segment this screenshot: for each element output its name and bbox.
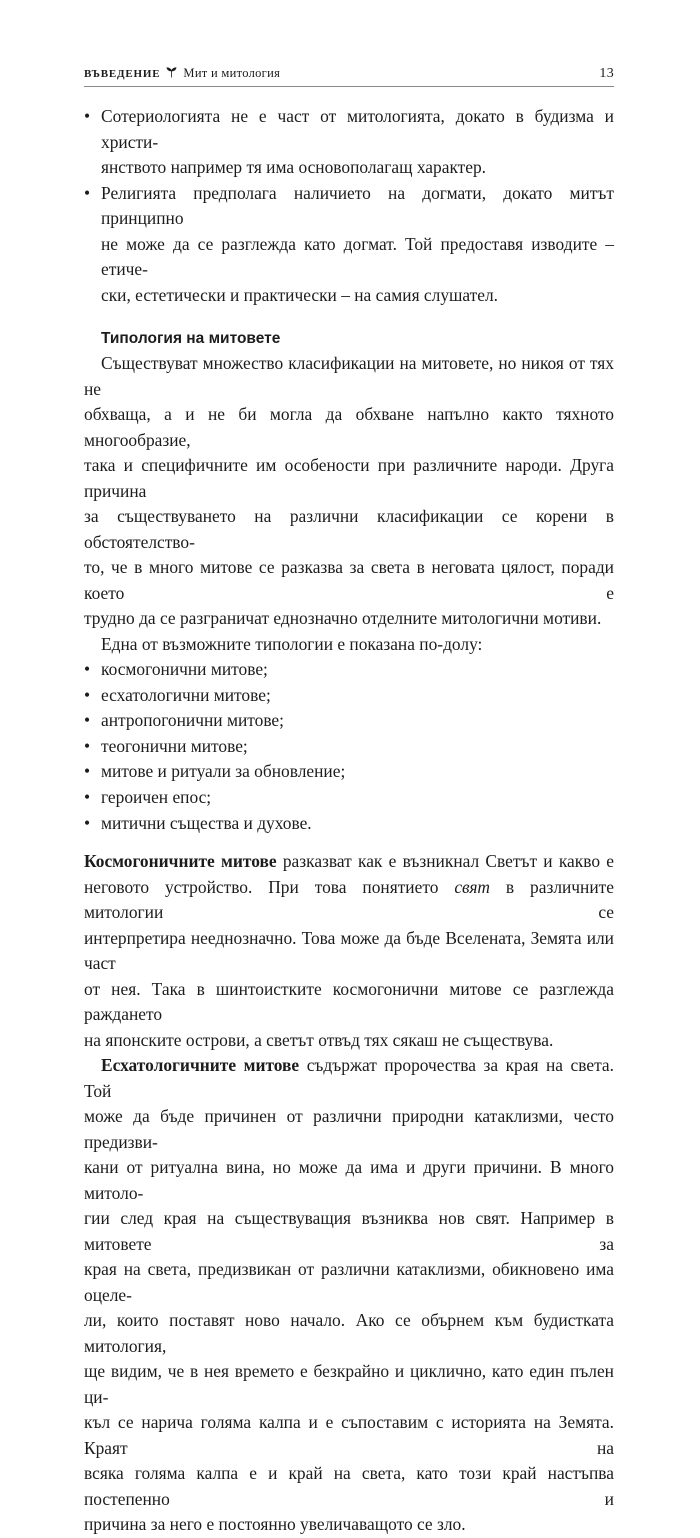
- text-line: края на света, предизвикан от различни катаклизми, обикновено има оцеле-: [84, 1259, 614, 1305]
- text-fragment: разказват как е възникнал Светът и какво е: [276, 851, 614, 872]
- paragraph: [84, 632, 614, 658]
- text-line: може да бъде причинен от различни природни катаклизми, често предизви-: [84, 1106, 614, 1152]
- text-line: къл се нарича голяма калпа и е съпоставим с историята на Земята. Краят на: [84, 1412, 614, 1458]
- chapter-title: Мит и митология: [183, 66, 281, 80]
- list-item-text: космогонични митове;: [101, 659, 268, 679]
- text-line: Сотериологията не е част от митологията, докато в будизма и христи-: [101, 106, 614, 152]
- running-header: [84, 66, 614, 87]
- text-line: ски, естетически и практически – на самия слушател.: [101, 284, 499, 305]
- text-line: ще видим, че в нея времето е безкрайно и циклично, като един пълен ци-: [84, 1361, 614, 1407]
- book-page: [84, 66, 614, 1538]
- paragraph-cosmogonic: [84, 849, 614, 1053]
- bullet-icon: •: [84, 684, 91, 705]
- text-line: Една от възможните типологии е показана по-долу:: [101, 633, 483, 654]
- text-line: причина за него е постоянно увеличаващото се зло.: [84, 1514, 466, 1535]
- text-line: янството например тя има основополагащ характер.: [101, 157, 487, 177]
- list-item-text: митове и ритуали за обновление;: [101, 761, 346, 782]
- list-item-text: митични същества и духове.: [101, 812, 312, 833]
- bullet-icon: •: [84, 786, 91, 807]
- spacer: [84, 836, 614, 849]
- text-line: не може да се разглежда като догмат. Той предоставя изводите – етиче-: [101, 233, 614, 279]
- term-cosmogonic: Космогоничните митове: [84, 851, 277, 872]
- list-item-text: теогонични митове;: [101, 735, 248, 756]
- bullet-icon: •: [84, 735, 91, 756]
- text-line: от нея. Така в шинтоистките космогонични митове се разглежда раждането: [84, 978, 614, 1025]
- text-line: всяка голяма калпа е и край на света, като този край настъпва постепенно и: [84, 1463, 614, 1509]
- list-item: [84, 811, 614, 837]
- list-item: [84, 657, 614, 683]
- bullet-list-intro: [84, 104, 614, 308]
- paragraph: [84, 351, 614, 632]
- bullet-icon: •: [84, 812, 91, 833]
- bullet-icon: •: [84, 659, 91, 679]
- bullet-icon: •: [84, 761, 91, 782]
- list-item: [84, 785, 614, 811]
- list-item: [84, 104, 614, 181]
- list-item: [84, 683, 614, 709]
- text-line: [84, 875, 614, 926]
- text-line: Съществуват множество класификации на митовете, но никоя от тях не: [84, 353, 614, 399]
- text-line: [84, 849, 614, 875]
- bullet-icon: •: [84, 106, 91, 126]
- text-line: [84, 1053, 614, 1104]
- text-line: то, че в много митове се разказва за света в неговата цялост, поради което е: [84, 557, 614, 603]
- text-line: трудно да се разграничат еднозначно отделните митологични мотиви.: [84, 608, 602, 628]
- section-title: ВЪВЕДЕНИЕ: [84, 68, 161, 80]
- list-item: [84, 708, 614, 734]
- leaf-ornament-icon: [166, 67, 177, 81]
- list-item-text: героичен епос;: [101, 786, 212, 807]
- text-line: така и специфичните им особености при различните народи. Друга причина: [84, 455, 614, 501]
- list-item: [84, 734, 614, 760]
- page-number: 13: [599, 66, 614, 81]
- page-content: [84, 104, 614, 1538]
- term-eschatological: Есхатологичните митове: [101, 1055, 300, 1076]
- text-line: гии след края на съществуващия възниква нов свят. Например в митовете за: [84, 1208, 614, 1254]
- text-line: на японските острови, а светът отвъд тях сякаш не съществува.: [84, 1029, 554, 1050]
- list-item-text: антропогонични митове;: [101, 710, 284, 731]
- running-header-left: [84, 66, 280, 81]
- text-line: за съществуването на различни класификации се корени в обстоятелство-: [84, 506, 614, 552]
- text-line: Религията предполага наличието на догмати, докато митът принципно: [101, 182, 614, 228]
- text-fragment: неговото устройство. При това понятието: [84, 876, 455, 897]
- text-line: интерпретира нееднозначно. Това може да бъде Вселената, Земята или част: [84, 927, 614, 974]
- list-item-text: есхатологични митове;: [101, 684, 271, 705]
- bullet-icon: •: [84, 710, 91, 731]
- text-line: кани от ритуална вина, но може да има и други причини. В много митоло-: [84, 1157, 614, 1203]
- paragraph-eschatological: [84, 1053, 614, 1538]
- list-item: [84, 759, 614, 785]
- bullet-icon: •: [84, 182, 91, 203]
- text-line: обхваща, а и не би могла да обхване напълно както тяхното многообразие,: [84, 404, 614, 450]
- text-fragment: съдържат пророчества за края на света. Той: [84, 1055, 614, 1101]
- text-line: ли, които поставят ново начало. Ако се обърнем към будистката митология,: [84, 1310, 614, 1356]
- emphasis-word: свят: [454, 876, 490, 897]
- text-fragment: в различните митологии се: [84, 876, 614, 923]
- list-item: [84, 181, 614, 309]
- typology-list: [84, 657, 614, 836]
- section-heading: Типология на митовете: [101, 330, 281, 347]
